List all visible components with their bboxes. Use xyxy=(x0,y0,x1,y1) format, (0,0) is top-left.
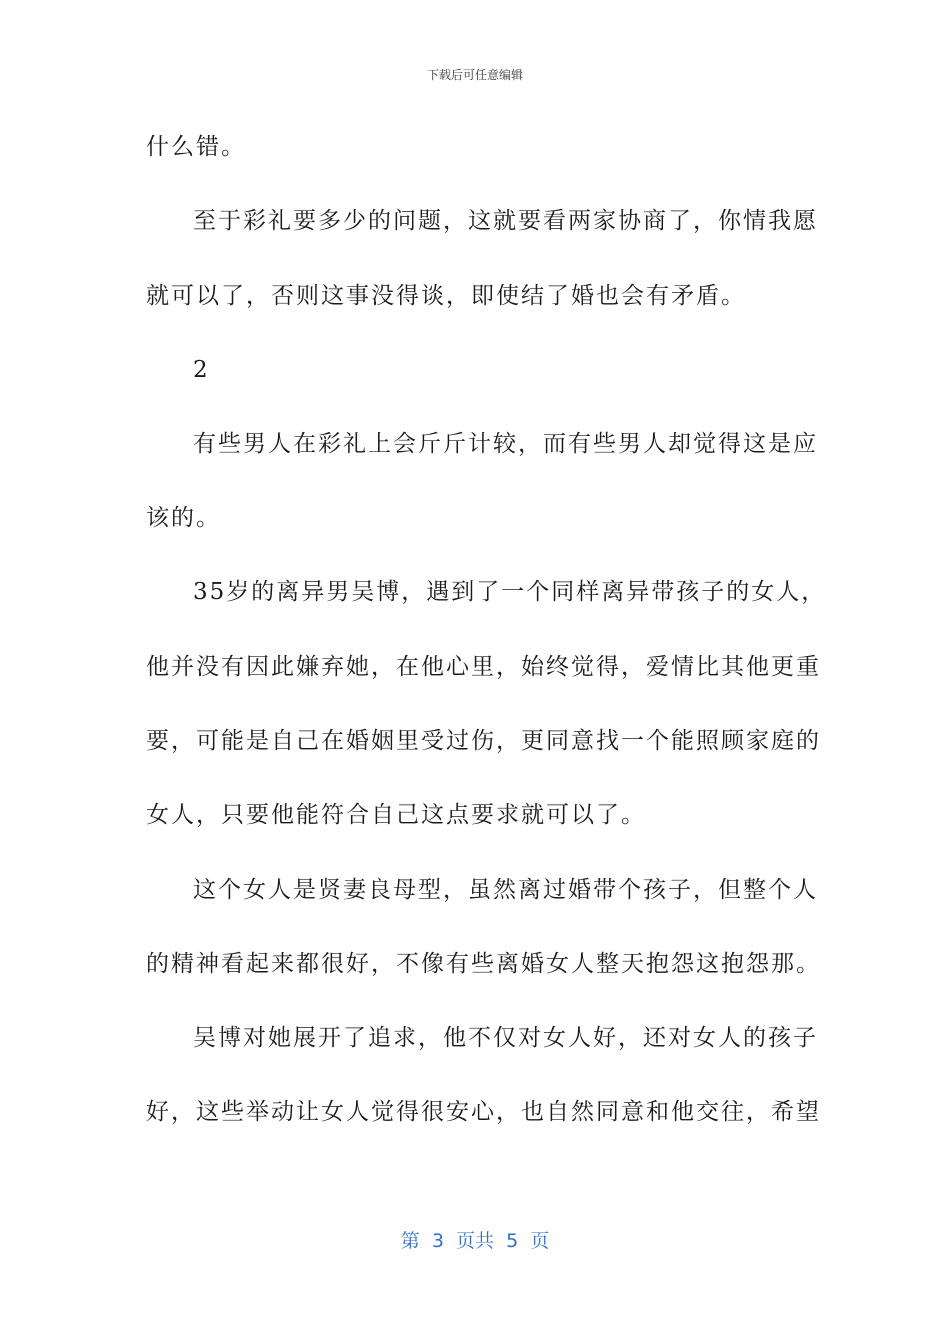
paragraph-line: 35岁的离异男吴博，遇到了一个同样离异带孩子的女人， xyxy=(193,579,827,605)
paragraph-line: 至于彩礼要多少的问题，这就要看两家协商了，你情我愿 xyxy=(193,208,818,234)
paragraph-line: 吴博对她展开了追求，他不仅对女人好，还对女人的孩子 xyxy=(193,1025,818,1051)
page-footer: 第 3 页共 5 页 xyxy=(400,1230,550,1252)
text-line: 女人，只要他能符合自己这点要求就可以了。 xyxy=(146,802,646,828)
text-line: 要，可能是自己在婚姻里受过伤，更同意找一个能照顾家庭的 xyxy=(146,728,821,754)
text-line: 该的。 xyxy=(146,505,221,531)
page-header: 下载后可任意编辑 xyxy=(426,68,523,82)
text-line: 就可以了，否则这事没得谈，即使结了婚也会有矛盾。 xyxy=(146,283,746,309)
paragraph-line: 有些男人在彩礼上会斤斤计较，而有些男人却觉得这是应 xyxy=(193,431,818,457)
text-line: 的精神看起来都很好，不像有些离婚女人整天抱怨这抱怨那。 xyxy=(146,951,821,977)
paragraph-line: 这个女人是贤妻良母型，虽然离过婚带个孩子，但整个人 xyxy=(193,877,818,903)
text-line: 他并没有因此嫌弃她，在他心里，始终觉得，爱情比其他更重 xyxy=(146,654,821,680)
section-number: 2 xyxy=(193,357,210,383)
text-line: 好，这些举动让女人觉得很安心，也自然同意和他交往，希望 xyxy=(146,1099,821,1125)
text-line: 什么错。 xyxy=(146,134,246,160)
